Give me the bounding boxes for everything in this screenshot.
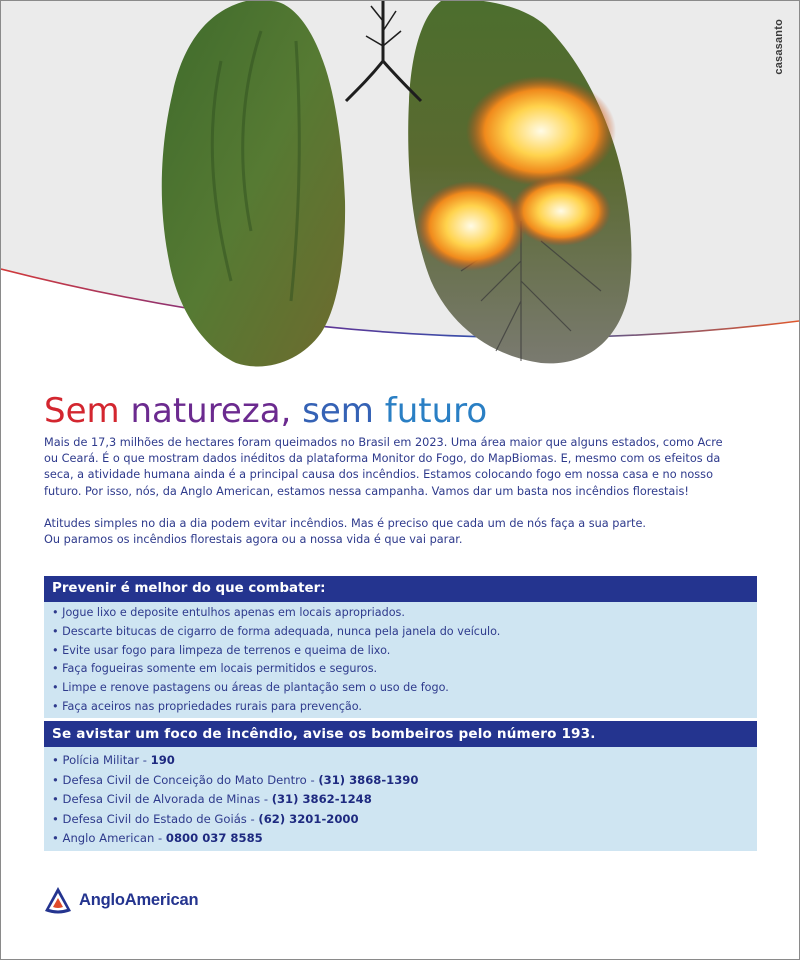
contact-number: 0800 037 8585 — [165, 831, 263, 846]
prevention-item: • Descarte bitucas de cigarro de forma adequada, nunca pela janela do veículo. — [52, 624, 501, 638]
contact-item — [52, 829, 757, 849]
intro-paragraph-1: Mais de 17,3 milhões de hectares foram queimados no Brasil em 2023. Uma área maior que alguns estados, como Acre ou Ceará. É o que mostram dados inéditos da plataforma Monitor do Fogo, do MapBiomas. E, mesmo com os efeitos da seca, a atividade humana ainda é a principal causa dos incêndios. Estamos colocando fogo em nossa casa e no nosso futuro. Por isso, nós, da Anglo American, estamos nessa campanha. Vamos dar um basta nos incêndios florestais! — [44, 436, 723, 498]
prevention-item: • Jogue lixo e deposite entulhos apenas em locais apropriados. — [52, 606, 405, 619]
intro-paragraph-2-line-2: Ou paramos os incêndios florestais agora ou a nossa vida é que vai parar. — [44, 533, 463, 547]
contact-label: • Defesa Civil de Conceição do Mato Dentro - — [52, 772, 319, 787]
intro-paragraph-2-line-1: Atitudes simples no dia a dia podem evitar incêndios. Mas é preciso que cada um de nós faça a sua parte. — [44, 516, 646, 530]
logo-wordmark: AngloAmerican — [79, 890, 199, 909]
contact-label: • Polícia Militar - — [52, 753, 151, 767]
contacts-list — [44, 747, 757, 849]
contact-item — [52, 771, 757, 791]
headline-word-natureza: natureza, — [130, 391, 292, 431]
headline-word-sem: Sem — [44, 391, 120, 431]
prevention-list — [44, 602, 757, 717]
contact-number: (31) 3868-1390 — [318, 772, 419, 787]
contact-label: • Anglo American - — [52, 831, 166, 846]
headline-word-futuro: futuro — [384, 391, 488, 431]
prevention-item: • Faça aceiros nas propriedades rurais para prevenção. — [52, 699, 362, 713]
prevention-box — [44, 576, 757, 718]
intro-text — [44, 435, 734, 548]
prevention-item: • Evite usar fogo para limpeza de terrenos e queima de lixo. — [52, 643, 391, 657]
contact-number: 190 — [150, 753, 175, 767]
contacts-box — [44, 721, 757, 851]
headline — [44, 389, 487, 433]
contact-number: (31) 3862-1248 — [271, 792, 372, 807]
agency-credit: casasanto — [773, 19, 785, 75]
prevention-box-title: Prevenir é melhor do que combater: — [44, 576, 757, 602]
contacts-box-title: Se avistar um foco de incêndio, avise os bombeiros pelo número 193. — [44, 721, 757, 747]
contact-item — [52, 790, 757, 810]
contact-number: (62) 3201-2000 — [258, 811, 359, 826]
headline-word-sem-2: sem — [302, 391, 374, 431]
hero-lungs-image — [1, 1, 799, 381]
contact-item — [52, 810, 757, 830]
contact-item — [52, 751, 757, 771]
contact-label: • Defesa Civil de Alvorada de Minas - — [52, 792, 272, 807]
contact-label: • Defesa Civil do Estado de Goiás - — [52, 811, 259, 826]
prevention-item: • Limpe e renove pastagens ou áreas de plantação sem o uso de fogo. — [52, 681, 449, 695]
anglo-american-logo — [43, 885, 198, 915]
prevention-item: • Faça fogueiras somente em locais permitidos e seguros. — [52, 662, 378, 676]
anglo-american-logo-icon — [43, 885, 73, 915]
